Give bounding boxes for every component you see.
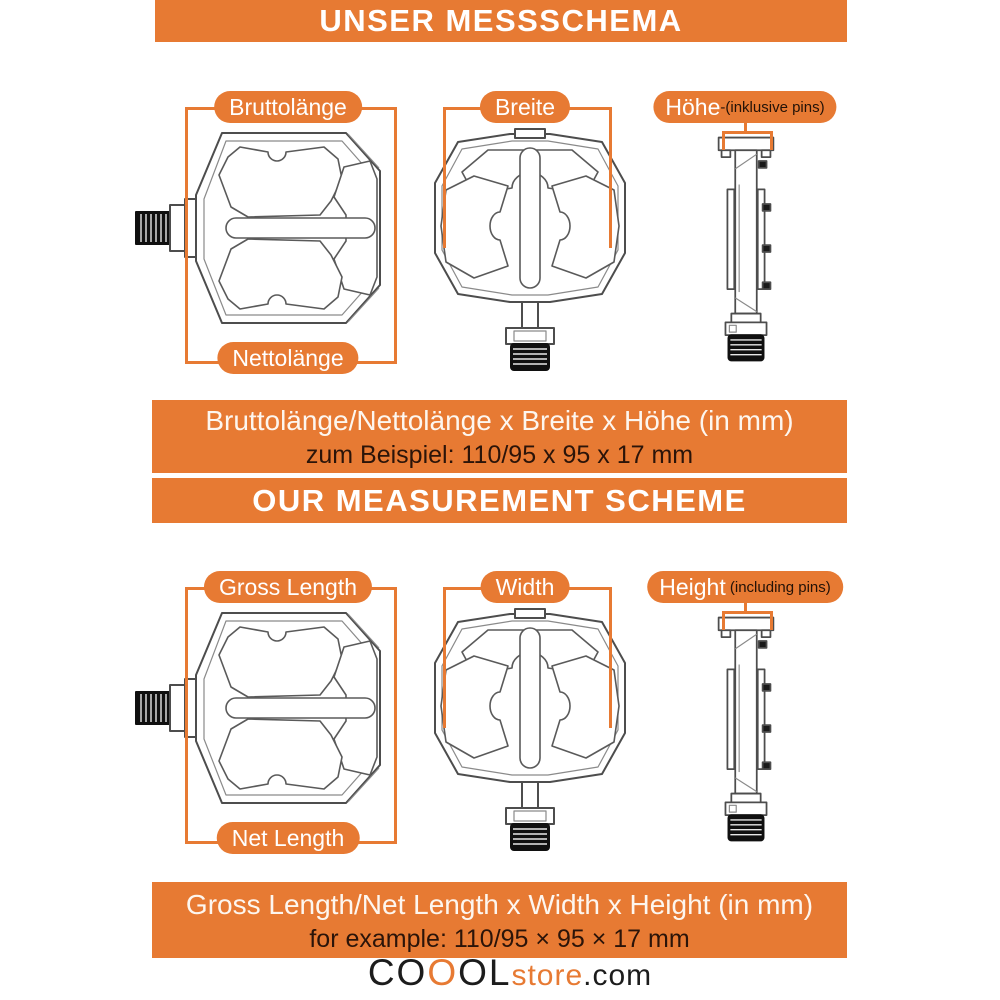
banner-formula-en [152,882,847,958]
logo-part-o-orange: O [427,952,459,993]
hoehe-label: Höhe [665,93,721,120]
height-label: Height [659,573,726,600]
bruttolaenge-label: Bruttolänge [229,93,347,120]
formula-de-line1: Bruttolänge/Nettolänge x Breite x Höhe (in mm) [205,405,794,436]
footer-logo [368,952,652,994]
hoehe-note: -(inklusive pins) [720,98,825,116]
measurement-bracket-height-en [722,611,773,630]
formula-de-line2: zum Beispiel: 110/95 x 95 x 17 mm [305,441,694,469]
label-pill-bruttolaenge [214,91,362,123]
label-pill-hoehe [653,91,836,123]
logo-part-ol: OL [458,952,512,993]
label-pill-gross-length [204,571,372,603]
label-pill-height [647,571,843,603]
banner-title-de [155,0,847,42]
logo-part-store: store [511,959,584,992]
gross-length-label: Gross Length [218,573,358,600]
title-en: OUR MEASUREMENT SCHEME [252,482,747,518]
banner-formula-de [152,400,847,473]
logo-part-com: .com [583,959,653,992]
breite-label: Breite [494,93,556,120]
formula-en-line2: for example: 110/95 × 95 × 17 mm [309,924,690,953]
label-pill-nettolaenge [217,342,358,374]
label-pill-net-length [217,822,360,854]
measurement-bracket-width-en [443,587,612,728]
measurement-bracket-width-de [443,107,612,248]
measurement-bracket-length-de [185,107,397,364]
logo-part-co: CO [367,952,428,993]
height-note: (including pins) [725,578,831,596]
pedal-side-view-diagram-de [702,133,790,368]
nettolaenge-label: Nettolänge [232,344,344,371]
title-de: UNSER MESSSCHEMA [319,3,683,38]
measurement-bracket-length-en [185,587,397,844]
formula-en-line1: Gross Length/Net Length x Width x Height (in mm) [185,888,814,920]
label-pill-breite [480,91,570,123]
pedal-side-view-diagram-en [702,613,790,848]
label-pill-width [481,571,570,603]
net-length-label: Net Length [231,824,345,851]
width-label: Width [495,573,555,600]
measurement-bracket-height-de [722,131,773,150]
banner-title-en [152,478,847,523]
